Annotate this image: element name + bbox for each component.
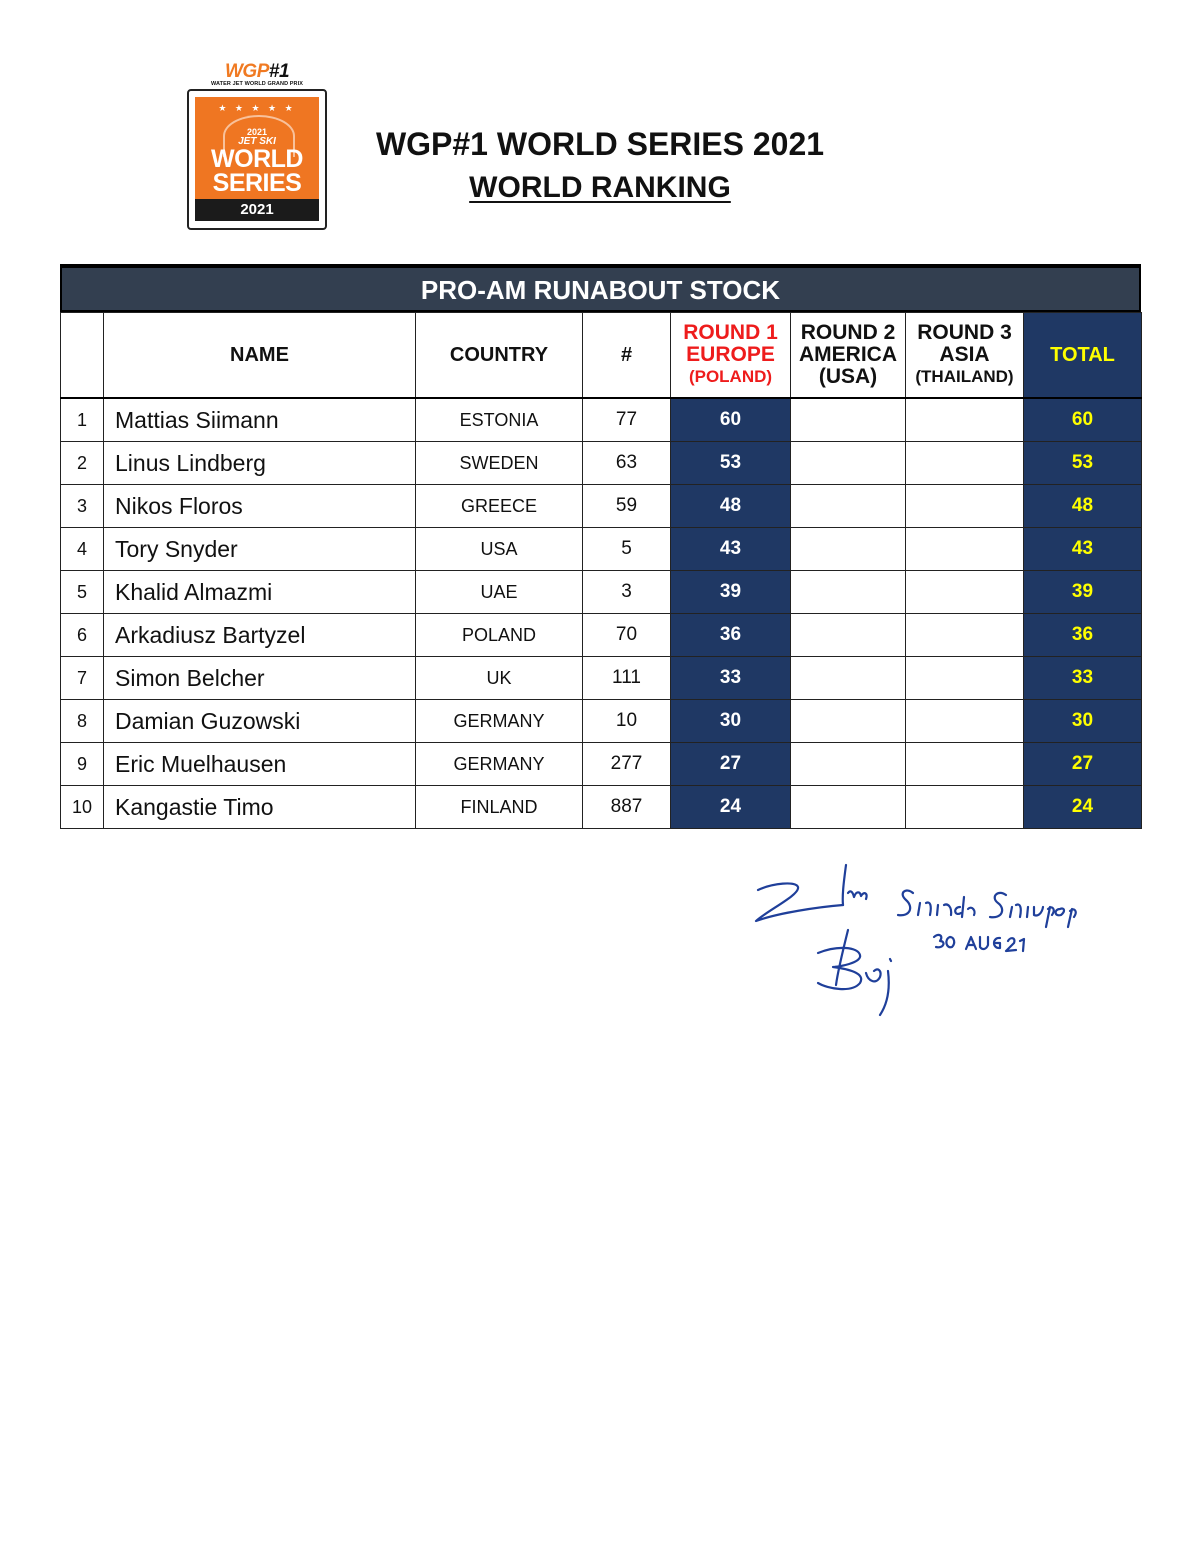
rank-cell: 5 — [61, 571, 104, 614]
round1-score-cell: 60 — [671, 398, 791, 442]
table-row — [61, 485, 1142, 528]
round1-score-cell: 53 — [671, 442, 791, 485]
round3-score-cell — [906, 528, 1024, 571]
total-score-cell: 43 — [1024, 528, 1142, 571]
category-title: PRO-AM RUNABOUT STOCK — [60, 264, 1141, 312]
col-header-name: NAME — [104, 313, 416, 399]
signature-stroke-5 — [990, 893, 1006, 917]
col-header-round1 — [671, 313, 791, 399]
signature-date-aug — [966, 937, 1000, 949]
round2-score-cell — [791, 786, 906, 829]
round1-label: ROUND 1 — [683, 321, 778, 344]
round2-score-cell — [791, 657, 906, 700]
round2-label: ROUND 2 — [800, 321, 896, 344]
round3-score-cell — [906, 743, 1024, 786]
total-score-cell: 53 — [1024, 442, 1142, 485]
total-score-cell: 39 — [1024, 571, 1142, 614]
race-number-cell: 59 — [583, 485, 671, 528]
country-cell: USA — [416, 528, 583, 571]
race-number-cell: 63 — [583, 442, 671, 485]
round3-country: (THAILAND) — [915, 367, 1014, 386]
round2-score-cell — [791, 398, 906, 442]
round2-score-cell — [791, 571, 906, 614]
total-score-cell: 36 — [1024, 614, 1142, 657]
round1-score-cell: 43 — [671, 528, 791, 571]
round1-region: EUROPE — [686, 343, 775, 366]
page-subtitle-text: WORLD RANKING — [469, 171, 731, 204]
total-score-cell: 48 — [1024, 485, 1142, 528]
round3-label: ROUND 3 — [917, 321, 1012, 344]
rider-name-cell: Khalid Almazmi — [104, 571, 416, 614]
round3-score-cell — [906, 442, 1024, 485]
round1-score-cell: 24 — [671, 786, 791, 829]
round3-score-cell — [906, 398, 1024, 442]
round1-country: (POLAND) — [688, 367, 773, 386]
round2-score-cell — [791, 442, 906, 485]
country-cell: GERMANY — [416, 743, 583, 786]
round2-region: AMERICA — [799, 343, 897, 366]
logo-brand-text: WGP — [224, 61, 269, 82]
table-row — [61, 657, 1142, 700]
logo-year: 2021 — [195, 199, 319, 221]
round1-score-cell: 33 — [671, 657, 791, 700]
total-score-cell: 27 — [1024, 743, 1142, 786]
round1-score-cell: 27 — [671, 743, 791, 786]
round3-score-cell — [906, 571, 1024, 614]
round3-region: ASIA — [939, 343, 990, 366]
rider-name-cell: Kangastie Timo — [104, 786, 416, 829]
total-score-cell: 60 — [1024, 398, 1142, 442]
table-row — [61, 786, 1142, 829]
round2-score-cell — [791, 700, 906, 743]
logo-brand-suffix: #1 — [268, 61, 290, 82]
race-number-cell: 77 — [583, 398, 671, 442]
round3-score-cell — [906, 614, 1024, 657]
signature-stroke-3 — [898, 891, 913, 916]
country-cell: SWEDEN — [416, 442, 583, 485]
logo-brand — [199, 62, 315, 81]
rider-name-cell: Linus Lindberg — [104, 442, 416, 485]
rider-name-cell: Damian Guzowski — [104, 700, 416, 743]
rider-name-cell: Nikos Floros — [104, 485, 416, 528]
col-header-round3 — [906, 313, 1024, 399]
table-row — [61, 571, 1142, 614]
logo-jetski: JET SKI — [238, 136, 276, 147]
rank-cell: 4 — [61, 528, 104, 571]
race-number-cell: 70 — [583, 614, 671, 657]
table-row — [61, 398, 1142, 442]
rider-name-cell: Arkadiusz Bartyzel — [104, 614, 416, 657]
race-number-cell: 111 — [583, 657, 671, 700]
rank-cell: 10 — [61, 786, 104, 829]
rank-cell: 2 — [61, 442, 104, 485]
rank-cell: 7 — [61, 657, 104, 700]
round1-score-cell: 48 — [671, 485, 791, 528]
rider-name-cell: Mattias Siimann — [104, 398, 416, 442]
total-score-cell: 24 — [1024, 786, 1142, 829]
signatures — [748, 855, 1128, 1030]
page-subtitle — [330, 170, 870, 206]
logo-world: WORLD — [211, 145, 303, 173]
col-header-round2 — [791, 313, 906, 399]
logo-stars: ★ ★ ★ ★ ★ — [218, 103, 296, 113]
signature-date-30 — [934, 935, 954, 947]
race-number-cell: 277 — [583, 743, 671, 786]
round2-country: (USA) — [818, 365, 878, 388]
round3-score-cell — [906, 485, 1024, 528]
signature-stroke-7 — [818, 930, 861, 989]
table-row — [61, 614, 1142, 657]
total-score-cell: 33 — [1024, 657, 1142, 700]
signature-date-21 — [1006, 938, 1024, 951]
table-row — [61, 442, 1142, 485]
logo-header — [199, 62, 315, 88]
rank-cell: 9 — [61, 743, 104, 786]
logo-badge-inner — [195, 97, 319, 221]
wgp-logo — [187, 62, 327, 230]
signature-stroke-1 — [756, 883, 843, 921]
col-header-total: TOTAL — [1024, 313, 1142, 399]
race-number-cell: 3 — [583, 571, 671, 614]
country-cell: FINLAND — [416, 786, 583, 829]
country-cell: UAE — [416, 571, 583, 614]
race-number-cell: 887 — [583, 786, 671, 829]
race-number-cell: 10 — [583, 700, 671, 743]
logo-badge — [187, 89, 327, 230]
col-header-rank — [61, 313, 104, 399]
page-title: WGP#1 WORLD SERIES 2021 — [375, 126, 825, 162]
table-row — [61, 743, 1142, 786]
rank-cell: 6 — [61, 614, 104, 657]
total-score-cell: 30 — [1024, 700, 1142, 743]
rider-name-cell: Simon Belcher — [104, 657, 416, 700]
table-row — [61, 700, 1142, 743]
rank-cell: 3 — [61, 485, 104, 528]
race-number-cell: 5 — [583, 528, 671, 571]
rider-name-cell: Tory Snyder — [104, 528, 416, 571]
signature-stroke-2 — [843, 865, 867, 905]
rank-cell: 1 — [61, 398, 104, 442]
round1-score-cell: 36 — [671, 614, 791, 657]
ranking-table — [60, 312, 1142, 829]
signature-stroke-8 — [866, 959, 891, 1015]
rider-name-cell: Eric Muelhausen — [104, 743, 416, 786]
table-header-row — [61, 313, 1142, 399]
col-header-number: # — [583, 313, 671, 399]
round3-score-cell — [906, 786, 1024, 829]
country-cell: GERMANY — [416, 700, 583, 743]
round2-score-cell — [791, 485, 906, 528]
country-cell: ESTONIA — [416, 398, 583, 442]
round3-score-cell — [906, 700, 1024, 743]
signature-stroke-4 — [918, 897, 975, 917]
round3-score-cell — [906, 657, 1024, 700]
logo-tagline: WATER JET WORLD GRAND PRIX — [210, 81, 304, 87]
logo-year-small: 2021 — [246, 127, 268, 137]
country-cell: GREECE — [416, 485, 583, 528]
round2-score-cell — [791, 743, 906, 786]
logo-series: SERIES — [212, 169, 302, 197]
col-header-country: COUNTRY — [416, 313, 583, 399]
ranking-table-container — [60, 264, 1141, 829]
round1-score-cell: 39 — [671, 571, 791, 614]
ranking-rows — [61, 398, 1142, 829]
rank-cell: 8 — [61, 700, 104, 743]
table-row — [61, 528, 1142, 571]
country-cell: POLAND — [416, 614, 583, 657]
country-cell: UK — [416, 657, 583, 700]
round2-score-cell — [791, 528, 906, 571]
round1-score-cell: 30 — [671, 700, 791, 743]
signature-drawing — [748, 855, 1128, 1030]
round2-score-cell — [791, 614, 906, 657]
signature-stroke-6 — [1010, 905, 1076, 928]
